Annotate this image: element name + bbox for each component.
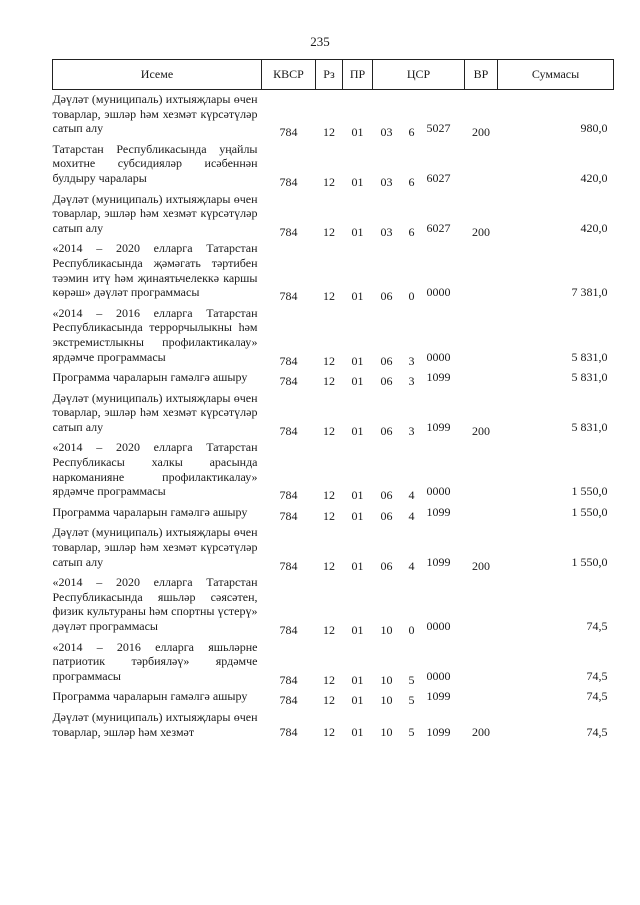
row-csr-part3: 0000 bbox=[426, 668, 451, 683]
row-sum: 980,0 bbox=[580, 121, 608, 136]
row-pr: 01 bbox=[351, 353, 364, 368]
row-csr-part3: 0000 bbox=[426, 619, 451, 633]
row-pr: 01 bbox=[351, 374, 364, 389]
row-kvsr: 784 bbox=[279, 558, 298, 573]
row-name: «2014 – 2020 елларга Татарстан Республикасында яшьләр сәясәтен, физик культураны һәм спортны үстерү» дәүләт программасы bbox=[52, 575, 258, 633]
row-csr-part3: 5027 bbox=[426, 121, 451, 136]
row-csr-part2: 5 bbox=[408, 693, 415, 708]
row-csr-part2: 4 bbox=[408, 558, 415, 573]
row-csr-part1: 06 bbox=[380, 508, 393, 523]
row-vr: 200 bbox=[472, 125, 491, 140]
row-csr-part1: 03 bbox=[380, 125, 393, 140]
row-name: «2014 – 2020 елларга Татарстан Республикасы халкы арасында наркоманияне профилактикалау» ярдәмче программасы bbox=[52, 440, 258, 499]
row-csr-part3: 1099 bbox=[426, 370, 451, 385]
row-pr: 01 bbox=[351, 623, 364, 637]
row-sum: 1 550,0 bbox=[571, 554, 608, 569]
table-row bbox=[53, 708, 614, 739]
row-sum: 420,0 bbox=[580, 170, 608, 185]
row-rz: 12 bbox=[323, 174, 335, 189]
header-csr: ЦСР bbox=[373, 60, 465, 90]
row-rz: 12 bbox=[323, 353, 335, 368]
row-rz: 12 bbox=[323, 125, 335, 140]
row-csr-part1: 06 bbox=[380, 353, 393, 368]
row-csr-part3: 0000 bbox=[426, 349, 451, 364]
row-pr: 01 bbox=[351, 174, 364, 189]
row-csr-part3: 1099 bbox=[426, 504, 451, 519]
header-name: Исеме bbox=[53, 60, 262, 90]
row-kvsr: 784 bbox=[279, 623, 298, 637]
row-name: Дәүләт (муниципаль) ихтыяҗлары өчен товарлар, эшләр һәм хезмәт bbox=[52, 709, 258, 739]
row-pr: 01 bbox=[351, 672, 364, 687]
header-kvsr: КВСР bbox=[262, 60, 316, 90]
table-row bbox=[53, 389, 614, 439]
row-vr: 200 bbox=[472, 724, 491, 739]
row-rz: 12 bbox=[323, 693, 335, 708]
row-kvsr: 784 bbox=[279, 353, 298, 368]
row-vr: 200 bbox=[472, 224, 491, 239]
table-row bbox=[53, 239, 614, 303]
row-csr-part3: 0000 bbox=[426, 484, 451, 499]
row-kvsr: 784 bbox=[279, 672, 298, 687]
row-sum: 5 831,0 bbox=[571, 349, 608, 364]
row-vr bbox=[465, 368, 498, 389]
row-csr-part1: 10 bbox=[380, 724, 393, 739]
row-pr: 01 bbox=[351, 125, 364, 140]
row-rz: 12 bbox=[323, 224, 335, 239]
row-sum: 1 550,0 bbox=[571, 504, 608, 519]
row-rz: 12 bbox=[323, 423, 335, 438]
row-csr-part3: 1099 bbox=[426, 419, 451, 434]
row-pr: 01 bbox=[351, 724, 364, 739]
header-pr: ПР bbox=[343, 60, 373, 90]
row-sum: 74,5 bbox=[586, 689, 608, 704]
row-kvsr: 784 bbox=[279, 174, 298, 189]
row-name: Дәүләт (муниципаль) ихтыяҗлары өчен товарлар, эшләр һәм хезмәт күрсәтүләр сатып алу bbox=[52, 390, 258, 434]
row-rz: 12 bbox=[323, 724, 335, 739]
row-pr: 01 bbox=[351, 508, 364, 523]
row-vr: 200 bbox=[472, 423, 491, 438]
row-kvsr: 784 bbox=[279, 374, 298, 389]
row-csr-part1: 06 bbox=[380, 558, 393, 573]
row-rz: 12 bbox=[323, 558, 335, 573]
row-rz: 12 bbox=[323, 508, 335, 523]
row-sum: 74,5 bbox=[586, 668, 608, 683]
row-kvsr: 784 bbox=[279, 125, 298, 140]
table-row bbox=[53, 687, 614, 708]
table-row bbox=[53, 523, 614, 573]
row-csr-part1: 06 bbox=[380, 289, 393, 304]
row-vr bbox=[465, 573, 498, 637]
table-row bbox=[53, 304, 614, 368]
row-name: Дәүләт (муниципаль) ихтыяҗлары өчен товарлар, эшләр һәм хезмәт күрсәтүләр сатып алу bbox=[52, 525, 258, 569]
row-csr-part3: 0000 bbox=[426, 285, 451, 300]
table-header-row bbox=[53, 60, 614, 90]
row-csr-part2: 0 bbox=[408, 289, 415, 304]
row-csr-part2: 6 bbox=[408, 174, 415, 189]
row-vr bbox=[465, 140, 498, 190]
row-name: Татарстан Республикасында уңайлы мохитне субсидияләр исәбеннән булдыру чаралары bbox=[52, 141, 258, 185]
row-csr-part2: 4 bbox=[408, 508, 415, 523]
row-vr bbox=[465, 304, 498, 368]
row-rz: 12 bbox=[323, 289, 335, 304]
row-pr: 01 bbox=[351, 558, 364, 573]
row-name: Дәүләт (муниципаль) ихтыяҗлары өчен товарлар, эшләр һәм хезмәт күрсәтүләр сатып алу bbox=[52, 191, 258, 235]
row-csr-part1: 06 bbox=[380, 488, 393, 503]
row-vr bbox=[465, 638, 498, 688]
row-pr: 01 bbox=[351, 289, 364, 304]
header-rz: Рз bbox=[316, 60, 343, 90]
budget-table bbox=[52, 59, 614, 739]
row-name: Программа чараларын гамәлгә ашыру bbox=[52, 504, 248, 519]
row-csr-part1: 06 bbox=[380, 374, 393, 389]
row-rz: 12 bbox=[323, 374, 335, 389]
row-kvsr: 784 bbox=[279, 724, 298, 739]
row-csr-part1: 03 bbox=[380, 174, 393, 189]
row-kvsr: 784 bbox=[279, 693, 298, 708]
row-vr bbox=[465, 503, 498, 524]
row-sum: 74,5 bbox=[586, 724, 608, 739]
table-row bbox=[53, 638, 614, 688]
row-rz: 12 bbox=[323, 672, 335, 687]
row-rz: 12 bbox=[323, 488, 335, 503]
row-csr-part1: 10 bbox=[380, 693, 393, 708]
row-csr-part1: 03 bbox=[380, 224, 393, 239]
row-csr-part2: 3 bbox=[408, 374, 415, 389]
row-csr-part3: 6027 bbox=[426, 220, 451, 235]
row-sum: 5 831,0 bbox=[571, 419, 608, 434]
row-csr-part1: 10 bbox=[380, 672, 393, 687]
row-vr bbox=[465, 239, 498, 303]
row-pr: 01 bbox=[351, 224, 364, 239]
row-sum: 420,0 bbox=[580, 220, 608, 235]
row-name: Программа чараларын гамәлгә ашыру bbox=[52, 370, 248, 385]
row-csr-part2: 5 bbox=[408, 672, 415, 687]
row-name: Дәүләт (муниципаль) ихтыяҗлары өчен товарлар, эшләр һәм хезмәт күрсәтүләр сатып алу bbox=[52, 92, 258, 136]
table-row bbox=[53, 438, 614, 502]
row-csr-part3: 1099 bbox=[426, 724, 451, 739]
row-csr-part3: 1099 bbox=[426, 689, 451, 704]
header-sum: Суммасы bbox=[498, 60, 614, 90]
page-number: 235 bbox=[310, 34, 330, 49]
row-kvsr: 784 bbox=[279, 289, 298, 304]
row-kvsr: 784 bbox=[279, 224, 298, 239]
row-csr-part3: 6027 bbox=[426, 170, 451, 185]
row-sum: 5 831,0 bbox=[571, 370, 608, 385]
row-name: «2014 – 2016 елларга яшьләрне патриотик тәрбияләү» ярдәмче программасы bbox=[52, 639, 258, 683]
row-vr bbox=[465, 687, 498, 708]
table-row bbox=[53, 140, 614, 190]
table-row bbox=[53, 190, 614, 240]
table-row bbox=[53, 573, 614, 637]
row-csr-part1: 10 bbox=[380, 623, 393, 637]
row-csr-part2: 6 bbox=[408, 125, 415, 140]
table-row bbox=[53, 368, 614, 389]
row-sum: 1 550,0 bbox=[571, 484, 608, 499]
row-rz: 12 bbox=[323, 623, 335, 637]
row-csr-part2: 0 bbox=[408, 623, 415, 637]
row-csr-part2: 3 bbox=[408, 353, 415, 368]
row-csr-part3: 1099 bbox=[426, 554, 451, 569]
header-vr: ВР bbox=[465, 60, 498, 90]
row-name: «2014 – 2016 елларга Татарстан Республикасында террорчылыкны һәм экстремистлыкны профилактикалау» ярдәмче программасы bbox=[52, 305, 258, 364]
row-csr-part2: 4 bbox=[408, 488, 415, 503]
row-csr-part2: 3 bbox=[408, 423, 415, 438]
row-pr: 01 bbox=[351, 693, 364, 708]
row-vr: 200 bbox=[472, 558, 491, 573]
row-sum: 7 381,0 bbox=[571, 285, 608, 300]
row-name: «2014 – 2020 елларга Татарстан Республикасында җәмәгать тәртибен тәэмин итү һәм җинаятьчелеккә каршы көрәш» дәүләт программасы bbox=[52, 241, 258, 300]
row-csr-part2: 5 bbox=[408, 724, 415, 739]
row-kvsr: 784 bbox=[279, 488, 298, 503]
row-pr: 01 bbox=[351, 423, 364, 438]
row-csr-part2: 6 bbox=[408, 224, 415, 239]
row-name: Программа чараларын гамәлгә ашыру bbox=[52, 689, 248, 704]
row-pr: 01 bbox=[351, 488, 364, 503]
table-row bbox=[53, 90, 614, 140]
row-kvsr: 784 bbox=[279, 508, 298, 523]
row-sum: 74,5 bbox=[586, 619, 608, 633]
table-row bbox=[53, 503, 614, 524]
row-kvsr: 784 bbox=[279, 423, 298, 438]
row-vr bbox=[465, 438, 498, 502]
row-csr-part1: 06 bbox=[380, 423, 393, 438]
